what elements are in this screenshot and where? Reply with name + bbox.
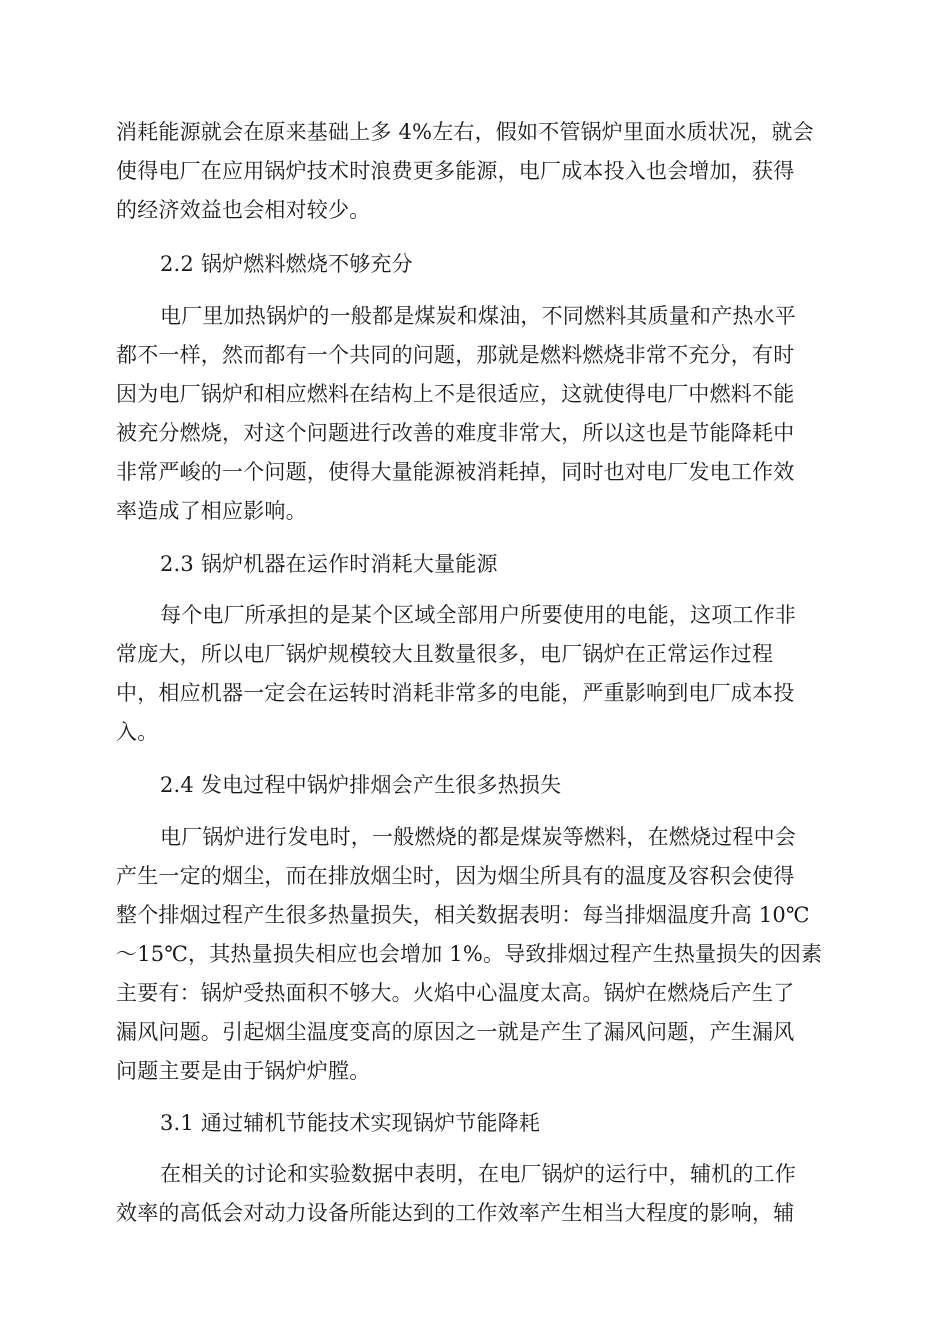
text-line: 漏风问题。引起烟尘温度变高的原因之一就是产生了漏风问题，产生漏风 xyxy=(116,1020,795,1044)
text-line: 率造成了相应影响。 xyxy=(116,499,307,523)
section-heading-3-1: 3.1 通过辅机节能技术实现锅炉节能降耗 xyxy=(160,1111,541,1135)
text-line: 产生一定的烟尘，而在排放烟尘时，因为烟尘所具有的温度及容积会使得 xyxy=(116,864,795,888)
text-line: 电厂里加热锅炉的一般都是煤炭和煤油，不同燃料其质量和产热水平 xyxy=(160,304,796,328)
paragraph-2-4 xyxy=(116,818,840,1091)
text-line: ～15℃，其热量损失相应也会增加 1%。导致排烟过程产生热量损失的因素 xyxy=(116,942,823,966)
text-line: 使得电厂在应用锅炉技术时浪费更多能源，电厂成本投入也会增加，获得 xyxy=(116,159,795,183)
text-line: 电厂锅炉进行发电时，一般燃烧的都是煤炭等燃料，在燃烧过程中会 xyxy=(160,825,796,849)
text-line: 被充分燃烧，对这个问题进行改善的难度非常大，所以这也是节能降耗中 xyxy=(116,421,795,445)
paragraph-continuation xyxy=(116,113,840,230)
text-line: 入。 xyxy=(116,720,159,744)
text-line: 问题主要是由于锅炉炉膛。 xyxy=(116,1059,371,1083)
text-line: 都不一样，然而都有一个共同的问题，那就是燃料燃烧非常不充分，有时 xyxy=(116,343,795,367)
text-line: 在相关的讨论和实验数据中表明，在电厂锅炉的运行中，辅机的工作 xyxy=(160,1162,796,1186)
text-line: 非常严峻的一个问题，使得大量能源被消耗掉，同时也对电厂发电工作效 xyxy=(116,460,795,484)
section-heading-2-4: 2.4 发电过程中锅炉排烟会产生很多热损失 xyxy=(160,773,562,797)
paragraph-2-2 xyxy=(116,297,840,531)
text-line: 因为电厂锅炉和相应燃料在结构上不是很适应，这就使得电厂中燃料不能 xyxy=(116,382,795,406)
text-line: 效率的高低会对动力设备所能达到的工作效率产生相当大程度的影响，辅 xyxy=(116,1201,795,1225)
text-line: 消耗能源就会在原来基础上多 4%左右，假如不管锅炉里面水质状况，就会 xyxy=(116,120,814,144)
section-heading-2-3: 2.3 锅炉机器在运作时消耗大量能源 xyxy=(160,552,498,576)
paragraph-3-1 xyxy=(116,1155,840,1233)
text-line: 整个排烟过程产生很多热量损失，相关数据表明：每当排烟温度升高 10℃ xyxy=(116,903,810,927)
paragraph-2-3 xyxy=(116,596,840,752)
text-line: 每个电厂所承担的是某个区域全部用户所要使用的电能，这项工作非 xyxy=(160,603,796,627)
section-heading-2-2: 2.2 锅炉燃料燃烧不够充分 xyxy=(160,252,413,276)
text-line: 常庞大，所以电厂锅炉规模较大且数量很多，电厂锅炉在正常运作过程 xyxy=(116,642,774,666)
text-line: 主要有：锅炉受热面积不够大。火焰中心温度太高。锅炉在燃烧后产生了 xyxy=(116,981,795,1005)
text-line: 的经济效益也会相对较少。 xyxy=(116,198,371,222)
text-line: 中，相应机器一定会在运转时消耗非常多的电能，严重影响到电厂成本投 xyxy=(116,681,795,705)
